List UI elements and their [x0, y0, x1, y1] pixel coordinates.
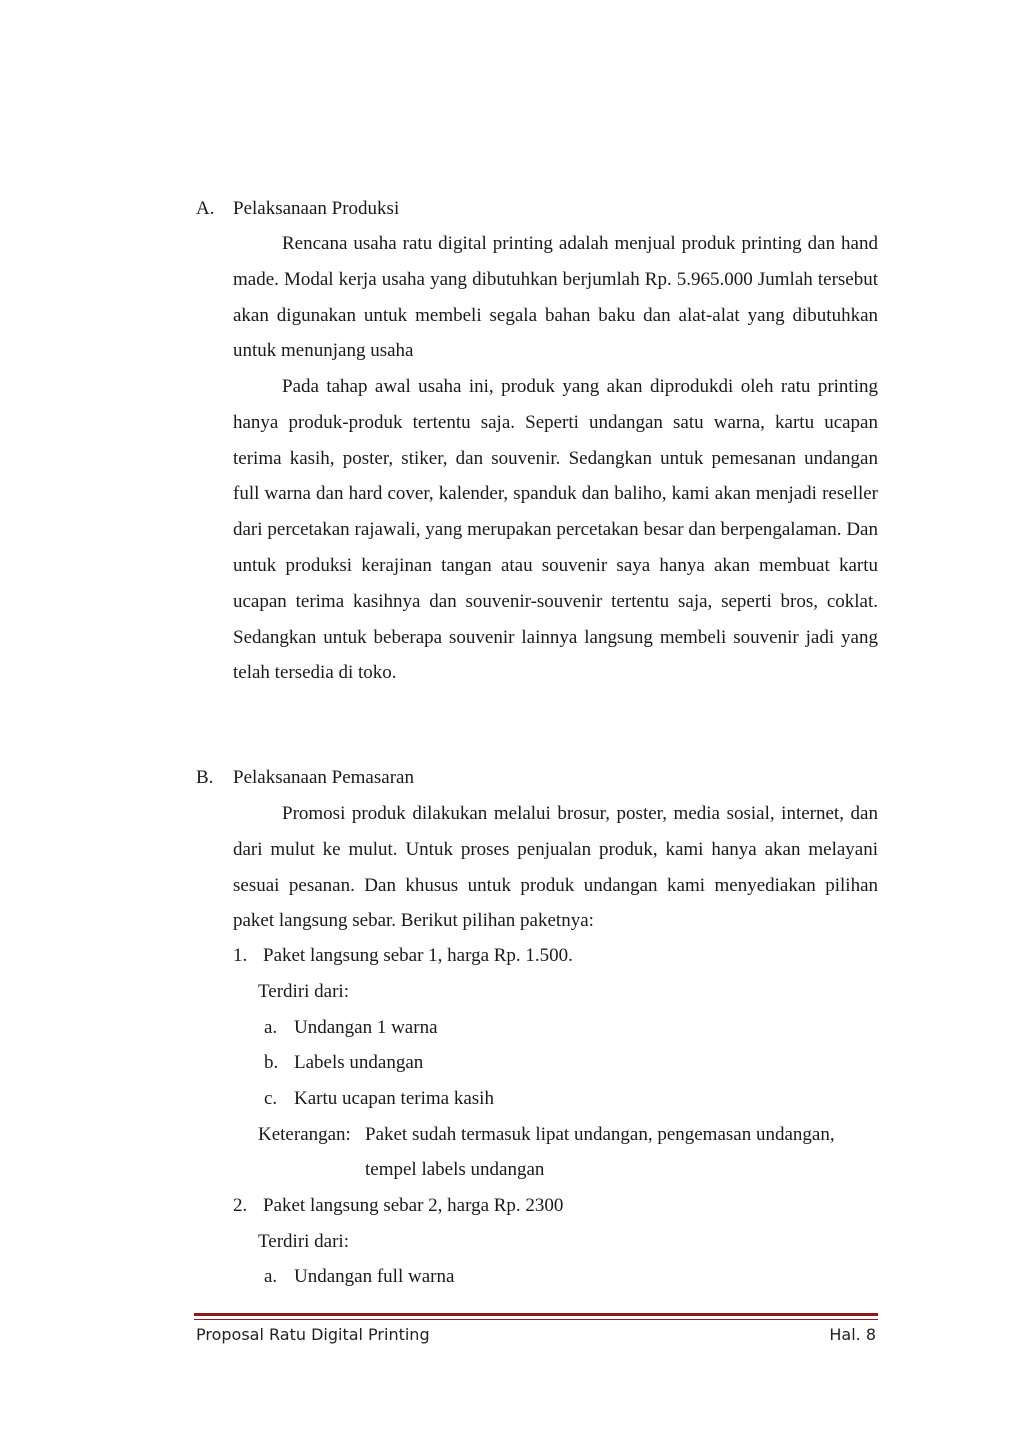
package-1-item-b-text: Labels undangan [294, 1052, 424, 1073]
package-1-item-a-text: Undangan 1 warna [294, 1017, 438, 1038]
package-1-note-line-1: Paket sudah termasuk lipat undangan, pengemasan undangan, [365, 1124, 835, 1145]
section-a-label: A. [196, 198, 215, 219]
footer-page-number: Hal. 8 [829, 1325, 876, 1344]
section-a-paragraph-1 [233, 226, 878, 369]
package-1-title: Paket langsung sebar 1, harga Rp. 1.500. [263, 945, 573, 966]
package-2-consists-label: Terdiri dari: [258, 1231, 349, 1252]
package-1-item-c-letter: c. [264, 1088, 278, 1109]
section-b-label: B. [196, 767, 214, 788]
footer-document-title: Proposal Ratu Digital Printing [196, 1325, 430, 1344]
package-1-item-c-text: Kartu ucapan terima kasih [294, 1088, 494, 1109]
package-2-item-a-text: Undangan full warna [294, 1266, 455, 1287]
section-a-title: Pelaksanaan Produksi [233, 198, 400, 219]
package-1-number: 1. [233, 945, 248, 966]
section-b-paragraph-1-text: Promosi produk dilakukan melalui brosur, poster, media sosial, internet, dan dari mulut ke mulut. Untuk proses penjualan produk, kami hanya akan melayani sesuai pesanan. Dan khusus untuk produk undangan kami menyediakan pilihan paket langsung sebar. Berikut pilihan paketnya: [233, 803, 878, 932]
package-2-title: Paket langsung sebar 2, harga Rp. 2300 [263, 1195, 564, 1216]
section-a-paragraph-1-text: Rencana usaha ratu digital printing adalah menjual produk printing dan hand made. Modal kerja usaha yang dibutuhkan berjumlah Rp. 5.965.000 Jumlah tersebut akan digunakan untuk membeli segala bahan baku dan alat-alat yang dibutuhkan untuk menunjang usaha [233, 233, 878, 362]
package-1-item-b-letter: b. [264, 1052, 279, 1073]
package-2-number: 2. [233, 1195, 248, 1216]
section-b-title: Pelaksanaan Pemasaran [233, 767, 414, 788]
package-1-note-line-2: tempel labels undangan [365, 1159, 545, 1180]
footer-rule-thick [194, 1313, 878, 1316]
footer-rule-thin [194, 1319, 878, 1320]
package-1-item-a-letter: a. [264, 1017, 278, 1038]
section-b-paragraph-1 [233, 796, 878, 939]
package-1-consists-label: Terdiri dari: [258, 981, 349, 1002]
package-2-item-a-letter: a. [264, 1266, 278, 1287]
package-1-note-label: Keterangan: [258, 1124, 351, 1145]
section-a-paragraph-2 [233, 369, 878, 691]
section-a-paragraph-2-text: Pada tahap awal usaha ini, produk yang akan diprodukdi oleh ratu printing hanya produk-produk tertentu saja. Seperti undangan satu warna, kartu ucapan terima kasih, poster, stiker, dan souvenir. Sedangkan untuk pemesanan undangan full warna dan hard cover, kalender, spanduk dan baliho, kami akan menjadi reseller dari percetakan rajawali, yang merupakan percetakan besar dan berpengalaman. Dan untuk produksi kerajinan tangan atau souvenir saya hanya akan membuat kartu ucapan terima kasihnya dan souvenir-souvenir tertentu saja, seperti bros, coklat. Sedangkan untuk beberapa souvenir lainnya langsung membeli souvenir jadi yang telah tersedia di toko. [233, 376, 878, 684]
